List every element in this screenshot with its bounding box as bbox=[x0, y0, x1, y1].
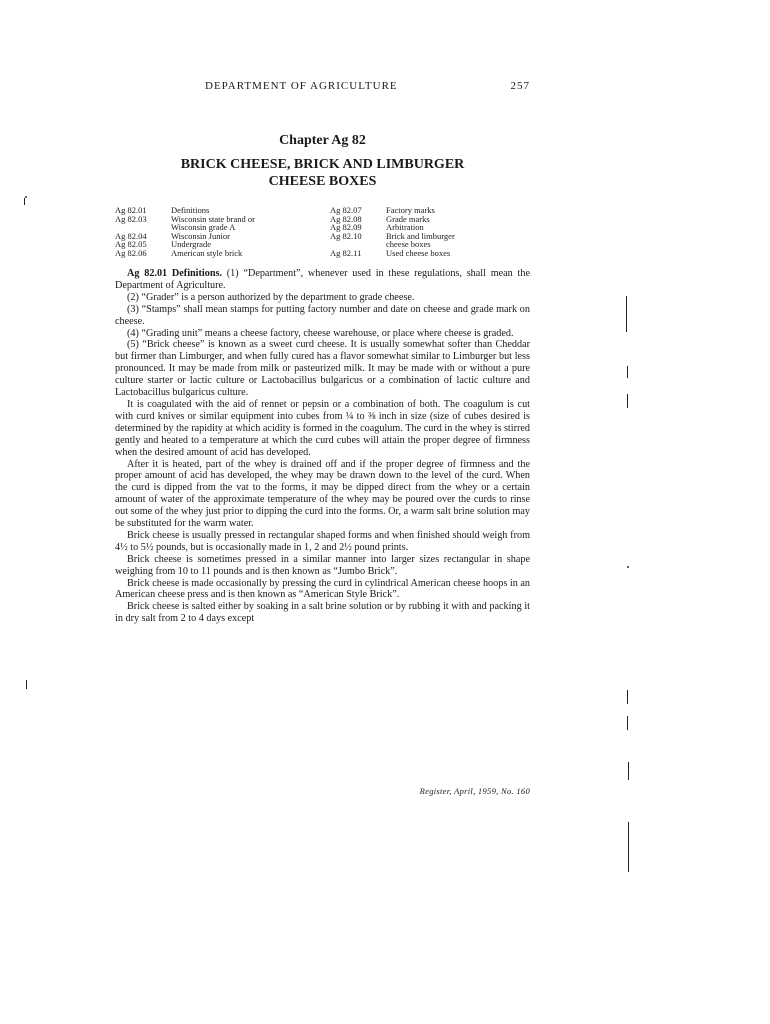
contents-item: Ag 82.07 Factory marks bbox=[330, 205, 435, 215]
contents-item: Ag 82.01 Definitions bbox=[115, 205, 210, 215]
revision-bar bbox=[626, 296, 627, 332]
paragraph: Brick cheese is sometimes pressed in a similar manner into larger sizes rectangular in shape weighing from 10 to 11 pounds and is then known as “Jumbo Brick”. bbox=[115, 553, 530, 577]
contents-item: Ag 82.06 American style brick bbox=[115, 247, 243, 258]
running-head bbox=[205, 80, 530, 92]
contents-left-column bbox=[115, 206, 330, 258]
register-footer: Register, April, 1959, No. 160 bbox=[419, 786, 530, 796]
contents-item: cheese boxes bbox=[386, 239, 431, 250]
scan-mark bbox=[24, 198, 25, 205]
contents-item: Ag 82.03 Wisconsin state brand or bbox=[115, 213, 255, 224]
paragraph: Ag 82.01 Definitions. (1) “Department”, whenever used in these regulations, shall mean the Department of Agriculture. bbox=[115, 268, 530, 291]
chapter-title: Chapter Ag 82 bbox=[279, 133, 366, 148]
main-title bbox=[115, 156, 530, 190]
scan-mark bbox=[26, 680, 27, 689]
paragraph: Brick cheese is usually pressed in rectangular shaped forms and when finished should weigh from 4½ to 5½ pounds, but is occasionally made in 1, 2 and 2½ pound prints. bbox=[115, 529, 530, 553]
contents-item: Ag 82.04 Wisconsin Junior bbox=[115, 230, 230, 241]
scan-speck bbox=[627, 566, 629, 568]
paragraph: Brick cheese is salted either by soaking in a salt brine solution or by rubbing it with and packing it in dry salt from 2 to 4 days except bbox=[115, 601, 530, 625]
revision-bar bbox=[628, 762, 629, 780]
paragraph: It is coagulated with the aid of rennet or pepsin or a combination of both. The coagulum is cut with curd knives or similar equipment into cubes from ¼ to ⅜ inch in size (size of cubes desired is determined by the rapidity at which acidity is formed in the coagulum. The curd in the whey is stirred gently and heated to a temperature at which the curd cubes will attain the proper degree of firmness when the desired amount of acid has developed. bbox=[115, 398, 530, 458]
revision-bar bbox=[627, 690, 628, 704]
paragraph: (3) “Stamps” shall mean stamps for putting factory number and date on cheese and grade mark on cheese. bbox=[115, 303, 530, 327]
section-contents bbox=[115, 206, 530, 258]
paragraph: Brick cheese is made occasionally by pressing the curd in cylindrical American cheese hoops in an American cheese press and is then known as “American Style Brick”. bbox=[115, 577, 530, 601]
paragraph: (2) “Grader” is a person authorized by the department to grade cheese. bbox=[127, 291, 415, 303]
running-head-title: DEPARTMENT OF AGRICULTURE bbox=[205, 80, 398, 92]
revision-bar bbox=[627, 716, 628, 730]
contents-item: Ag 82.09 Arbitration bbox=[330, 222, 424, 233]
contents-item: Ag 82.05 Undergrade bbox=[115, 239, 211, 250]
paragraph: After it is heated, part of the whey is drained off and if the proper degree of firmness and the proper amount of acid has developed, the whey may be drawn down to the level of the curd. When the curd is dipped from the vat to the forms, it may be dipped direct from the whey or a certain amount of water of the approximate temperature of the whey may be poured over the curds to rinse out some of the whey just prior to dipping the curd into the forms. Or, a warm salt brine solution may be substituted for the warm water. bbox=[115, 458, 530, 530]
main-title-line-1: BRICK CHEESE, BRICK AND LIMBURGER bbox=[180, 157, 465, 172]
contents-item: Ag 82.10 Brick and limburger bbox=[330, 230, 455, 241]
revision-bar bbox=[627, 394, 628, 408]
main-title-line-2: CHEESE BOXES bbox=[268, 174, 377, 189]
body-text bbox=[115, 268, 530, 625]
page-number: 257 bbox=[510, 80, 530, 92]
contents-right-column bbox=[330, 206, 530, 258]
revision-bar bbox=[627, 366, 628, 378]
contents-item: Wisconsin grade A bbox=[171, 222, 236, 233]
section-heading: Ag 82.01 Definitions. bbox=[127, 268, 223, 279]
contents-item: Ag 82.08 Grade marks bbox=[330, 213, 430, 224]
contents-item: Ag 82.11 Used cheese boxes bbox=[330, 247, 451, 258]
revision-bar bbox=[628, 822, 629, 872]
paragraph: (5) “Brick cheese” is known as a sweet curd cheese. It is usually somewhat softer than Cheddar but firmer than Limburger, and when fully cured has a flavor somewhat similar to Limburger but less pronounced. It may be made from milk or pasteurized milk. It may be made with or without a pure culture starter or lactic culture or Lactobacillus bulgaricus or a combination of lactic culture and Lactobacillus bulgaricus culture. bbox=[115, 339, 530, 399]
paragraph: (4) “Grading unit” means a cheese factory, cheese warehouse, or place where cheese is graded. bbox=[127, 327, 514, 339]
